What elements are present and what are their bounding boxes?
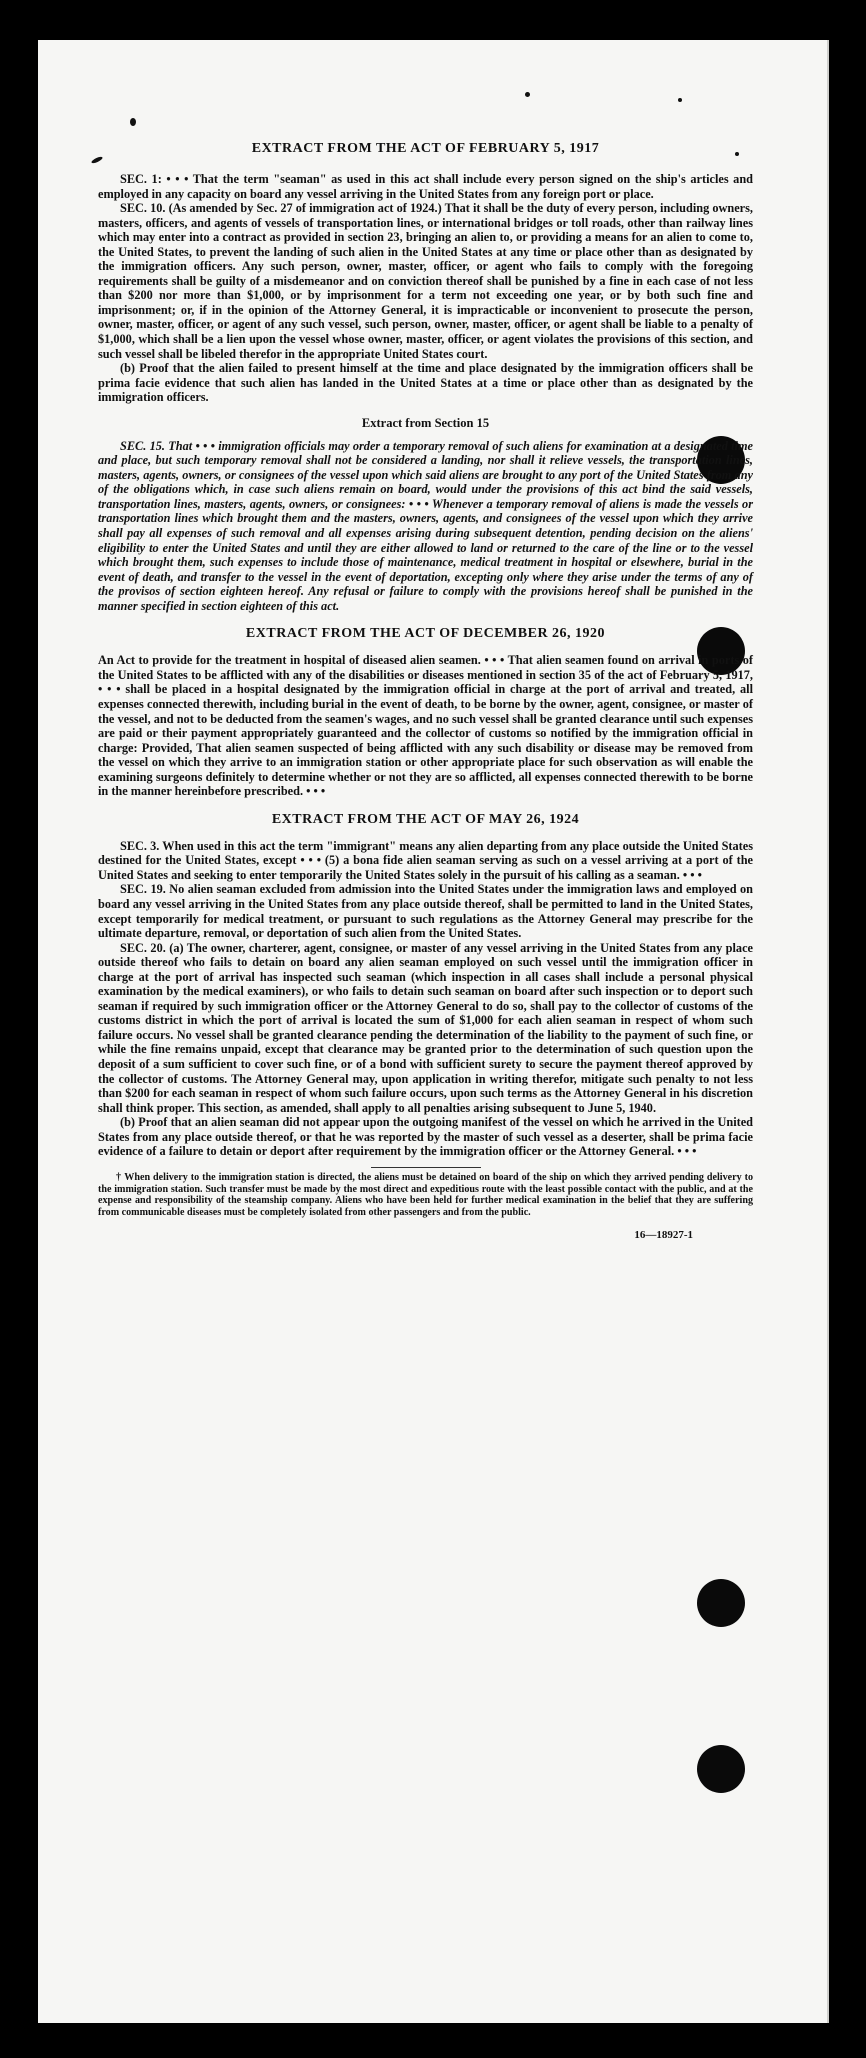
para-sec10: SEC. 10. (As amended by Sec. 27 of immigration act of 1924.) That it shall be the duty of every person, including owners, masters, officers, and agents of vessels of transportation lines, or international bridges or toll roads, other than railway lines which may enter into a contract as provided in section 23, bringing an alien to, or providing a means for an alien to come to, the United States, to prevent the landing of such alien in the United States at any time or place other than as designated by the immigration officers. Any such person, owner, master, officer, or agent who fails to comply with the foregoing requirements shall be guilty of a misdemeanor and on conviction thereof shall be punished by a fine in each case of not less than $200 nor more than $1,000, or by imprisonment for a term not exceeding one year, or by both such fine and imprisonment; or, if in the opinion of the Attorney General, it is impracticable or inconvenient to prosecute the person, owner, master, officer, or agent of any such vessel, such person, owner, master, officer, or agent shall be liable to a penalty of $1,000, which shall be a lien upon the vessel whose owner, master, officer, or agent violates the provisions of this section, and such vessel shall be libeled therefor in the appropriate United States court. (98, 201, 753, 361)
heading-section15: Extract from Section 15 (361, 415, 490, 430)
extract-1917 (98, 140, 753, 405)
extract-section15 (98, 415, 753, 614)
para-1920: An Act to provide for the treatment in hospital of diseased alien seamen. • • • That alien seamen found on arrival in ports of the United States to be afflicted with any of the disabilities or diseases mentioned in section 35 of the act of February 5, 1917, • • • shall be placed in a hospital designated by the immigration official in charge at the port of arrival and treated, all expenses connected therewith, including burial in the event of death, to be borne by the owner, agent, consignee, or master of the vessel, and not to be deducted from the seamen's wages, and no such vessel shall be granted clearance until such expenses are paid or their payment appropriately guaranteed and the collector of customs so notified by the immigration official in charge: Provided, That alien seamen suspected of being afflicted with any such disability or disease may be removed from the vessel on which they arrive to an immigration station or other appropriate place for such observation as will enable the examining surgeons definitely to determine whether or not they are so afflicted, all expenses connected therewith to be borne in the manner hereinbefore prescribed. • • • (98, 653, 753, 799)
speck (525, 92, 530, 97)
extract-1920 (98, 625, 753, 798)
para-sec1: SEC. 1: • • • That the term "seaman" as used in this act shall include every person signed on the ship's articles and employed in any capacity on board any vessel arriving in the United States from any foreign port or place. (98, 172, 753, 201)
para-sec20: SEC. 20. (a) The owner, charterer, agent, consignee, or master of any vessel arriving in the United States from any place outside thereof who fails to detain on board any alien seaman employed on such vessel until the immigration officer in charge at the port of arrival has inspected such seaman (which inspection in all cases shall include a personal physical examination by the medical examiners), or who fails to detain such seaman on board after such inspection or to deport such seaman if required by such immigration officer or the Attorney General to do so, shall pay to the collector of customs of the customs district in which the port of arrival is located the sum of $1,000 for each alien seaman in respect of whom such failure occurs. No vessel shall be granted clearance pending the determination of the liability to the payment of such fine, or while the fine remains unpaid, except that clearance may be granted prior to the determination of such question upon the deposit of a sum sufficient to cover such fine, or of a bond with sufficient surety to secure the payment thereof approved by the collector of customs. The Attorney General may, upon application in writing therefor, mitigate such penalty to not less than $200 for each seaman in respect of whom such failure occurs, upon such terms as the Attorney General in his discretion shall think proper. This section, as amended, shall apply to all penalties arising subsequent to June 5, 1940. (98, 940, 753, 1115)
para-sec3: SEC. 3. When used in this act the term "immigrant" means any alien departing from any place outside the United States destined for the United States, except • • • (5) a bona fide alien seaman serving as such on a vessel arriving at a port of the United States and seeking to enter temporarily the United States solely in the pursuit of his calling as a seaman. • • • (98, 838, 753, 882)
punch-hole (697, 1745, 745, 1793)
para-sec19: SEC. 19. No alien seaman excluded from admission into the United States under the immigration laws and employed on board any vessel arriving in the United States from any place outside thereof, shall be permitted to land in the United States, except temporarily for medical treatment, or pursuant to such regulations as the Attorney General may prescribe for the ultimate departure, removal, or deportation of such alien from the United States. (98, 882, 753, 941)
heading-1924: EXTRACT FROM THE ACT OF MAY 26, 1924 (271, 811, 580, 827)
para-1924-b: (b) Proof that an alien seaman did not appear upon the outgoing manifest of the vessel on which he arrived in the United States from any place outside thereof, or that he was reported by the master of such vessel as a deserter, shall be prima facie evidence of a failure to detain or deport after requirement by the immigration officer or the Attorney General. • • • (98, 1115, 753, 1159)
heading-1917: EXTRACT FROM THE ACT OF FEBRUARY 5, 1917 (251, 141, 600, 156)
heading-1920: EXTRACT FROM THE ACT OF DECEMBER 26, 1920 (245, 626, 606, 642)
document-text (98, 140, 753, 1241)
speck (678, 98, 682, 102)
footnote: † When delivery to the immigration station is directed, the aliens must be detained on board of the ship on which they arrived pending delivery to the immigration station. Such transfer must be made by the most direct and expeditious route with the least possible contact with the public, and at the expense and responsibility of the steamship company. Aliens who have been held for further medical examination in the belief that they are suffering from communicable diseases must be completely isolated from other passengers and from the public. (98, 1171, 753, 1218)
punch-hole (697, 1579, 745, 1627)
form-number: 16—18927-1 (634, 1228, 693, 1241)
para-1917-b: (b) Proof that the alien failed to present himself at the time and place designated by the immigration officers shall be prima facie evidence that such alien has landed in the United States at a time or place other than as designated by the immigration officers. (98, 361, 753, 405)
speck (130, 118, 136, 126)
para-sec15: SEC. 15. That • • • immigration officials may order a temporary removal of such aliens for examination at a designated time and place, but such temporary removal shall not be considered a landing, nor shall it relieve vessels, the transportation lines, masters, agents, owners, or consignees of the vessel upon which said aliens are brought to any port of the United States from any of the obligations which, in case such aliens remain on board, would under the provisions of this act bind the said vessels, transportation lines, masters, agents, owners, or consignees: • • • Whenever a temporary removal of aliens is made the vessels or transportation lines which brought them and the masters, owners, agents, and consignees of the vessel upon which they arrive shall pay all expenses of such removal and all expenses arising during subsequent detention, pending decision on the aliens' eligibility to enter the United States and until they are either allowed to land or returned to the care of the line or to the vessel which brought them, such expenses to include those of maintenance, medical treatment in hospital or elsewhere, burial in the event of death, and transfer to the vessel in the event of deportation, excepting only where they arise under the terms of any of the provisos of section eighteen hereof. Any refusal or failure to comply with the provisions hereof shall be punished in the manner specified in section eighteen of this act. (98, 438, 753, 613)
extract-1924 (98, 811, 753, 1159)
